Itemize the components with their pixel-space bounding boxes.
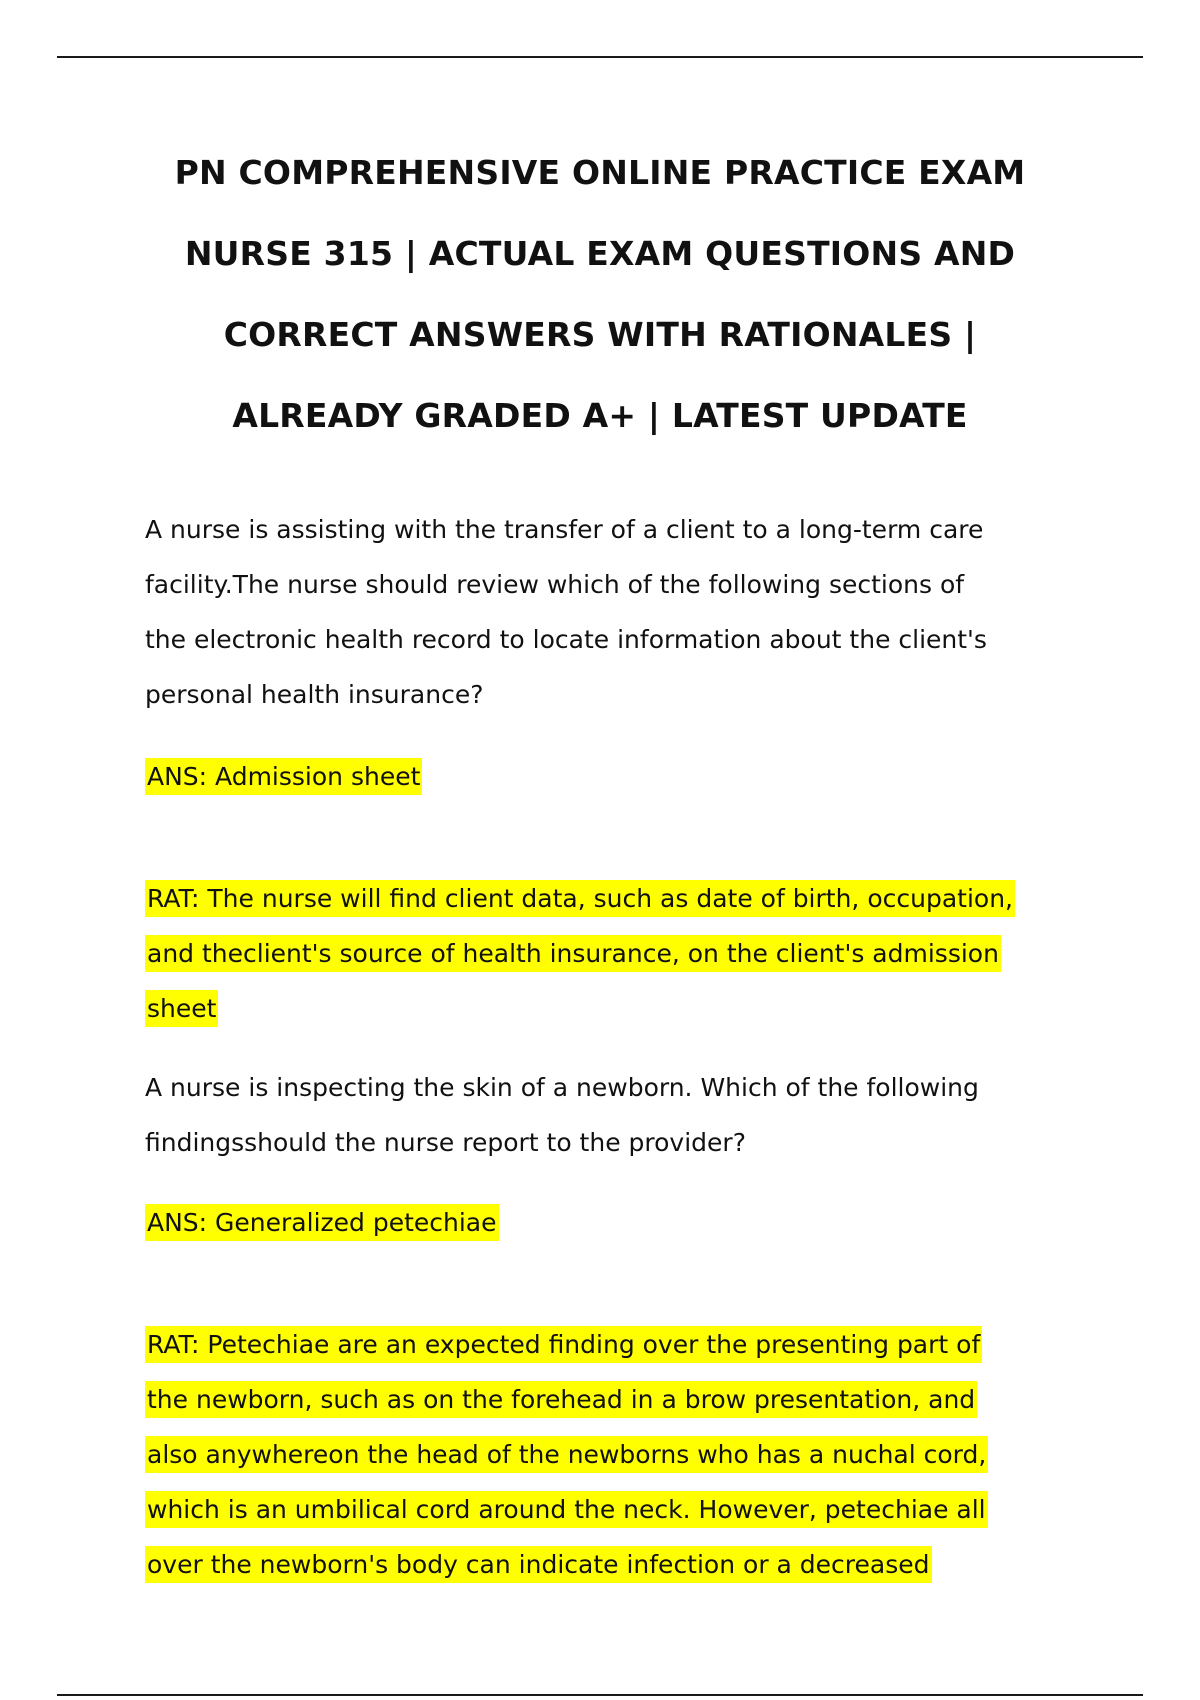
question-line: A nurse is assisting with the transfer of a client to a long-term care: [145, 515, 984, 544]
rationale-highlight: over the newborn's body can indicate infection or a decreased: [145, 1546, 932, 1583]
question-line: A nurse is inspecting the skin of a newborn. Which of the following: [145, 1073, 979, 1102]
rationale-highlight: sheet: [145, 990, 218, 1027]
bottom-rule: [57, 1694, 1143, 1696]
question-1: [145, 502, 1105, 722]
answer-line: [145, 749, 1105, 804]
title-line: PN COMPREHENSIVE ONLINE PRACTICE EXAM: [174, 153, 1026, 192]
rationale-line: [145, 871, 1105, 926]
rationale-line: [145, 1427, 1105, 1482]
answer-2: [145, 1195, 1105, 1250]
question-2: [145, 1060, 1105, 1170]
rationale-line: [145, 981, 1105, 1036]
answer-line: [145, 1195, 1105, 1250]
title-line: NURSE 315 | ACTUAL EXAM QUESTIONS AND: [184, 234, 1016, 273]
rationale-highlight: which is an umbilical cord around the neck. However, petechiae all: [145, 1491, 988, 1528]
rationale-highlight: also anywhereon the head of the newborns who has a nuchal cord,: [145, 1436, 988, 1473]
top-rule: [57, 56, 1143, 58]
answer-highlight: ANS: Admission sheet: [145, 758, 422, 795]
question-line: personal health insurance?: [145, 680, 484, 709]
rationale-highlight: RAT: The nurse will find client data, such as date of birth, occupation,: [145, 880, 1015, 917]
rationale-line: [145, 1317, 1105, 1372]
rationale-line: [145, 1372, 1105, 1427]
question-line: the electronic health record to locate information about the client's: [145, 625, 987, 654]
rationale-2: [145, 1317, 1105, 1592]
title-line: ALREADY GRADED A+ | LATEST UPDATE: [232, 396, 968, 435]
rationale-line: [145, 926, 1105, 981]
rationale-highlight: and theclient's source of health insurance, on the client's admission: [145, 935, 1001, 972]
rationale-1: [145, 871, 1105, 1036]
question-line: findingsshould the nurse report to the provider?: [145, 1128, 746, 1157]
rationale-line: [145, 1482, 1105, 1537]
document-title: [120, 132, 1080, 456]
question-line: facility.The nurse should review which of the following sections of: [145, 570, 965, 599]
answer-1: [145, 749, 1105, 804]
rationale-line: [145, 1537, 1105, 1592]
rationale-highlight: RAT: Petechiae are an expected finding over the presenting part of: [145, 1326, 982, 1363]
rationale-highlight: the newborn, such as on the forehead in a brow presentation, and: [145, 1381, 977, 1418]
title-line: CORRECT ANSWERS WITH RATIONALES |: [223, 315, 977, 354]
answer-highlight: ANS: Generalized petechiae: [145, 1204, 499, 1241]
